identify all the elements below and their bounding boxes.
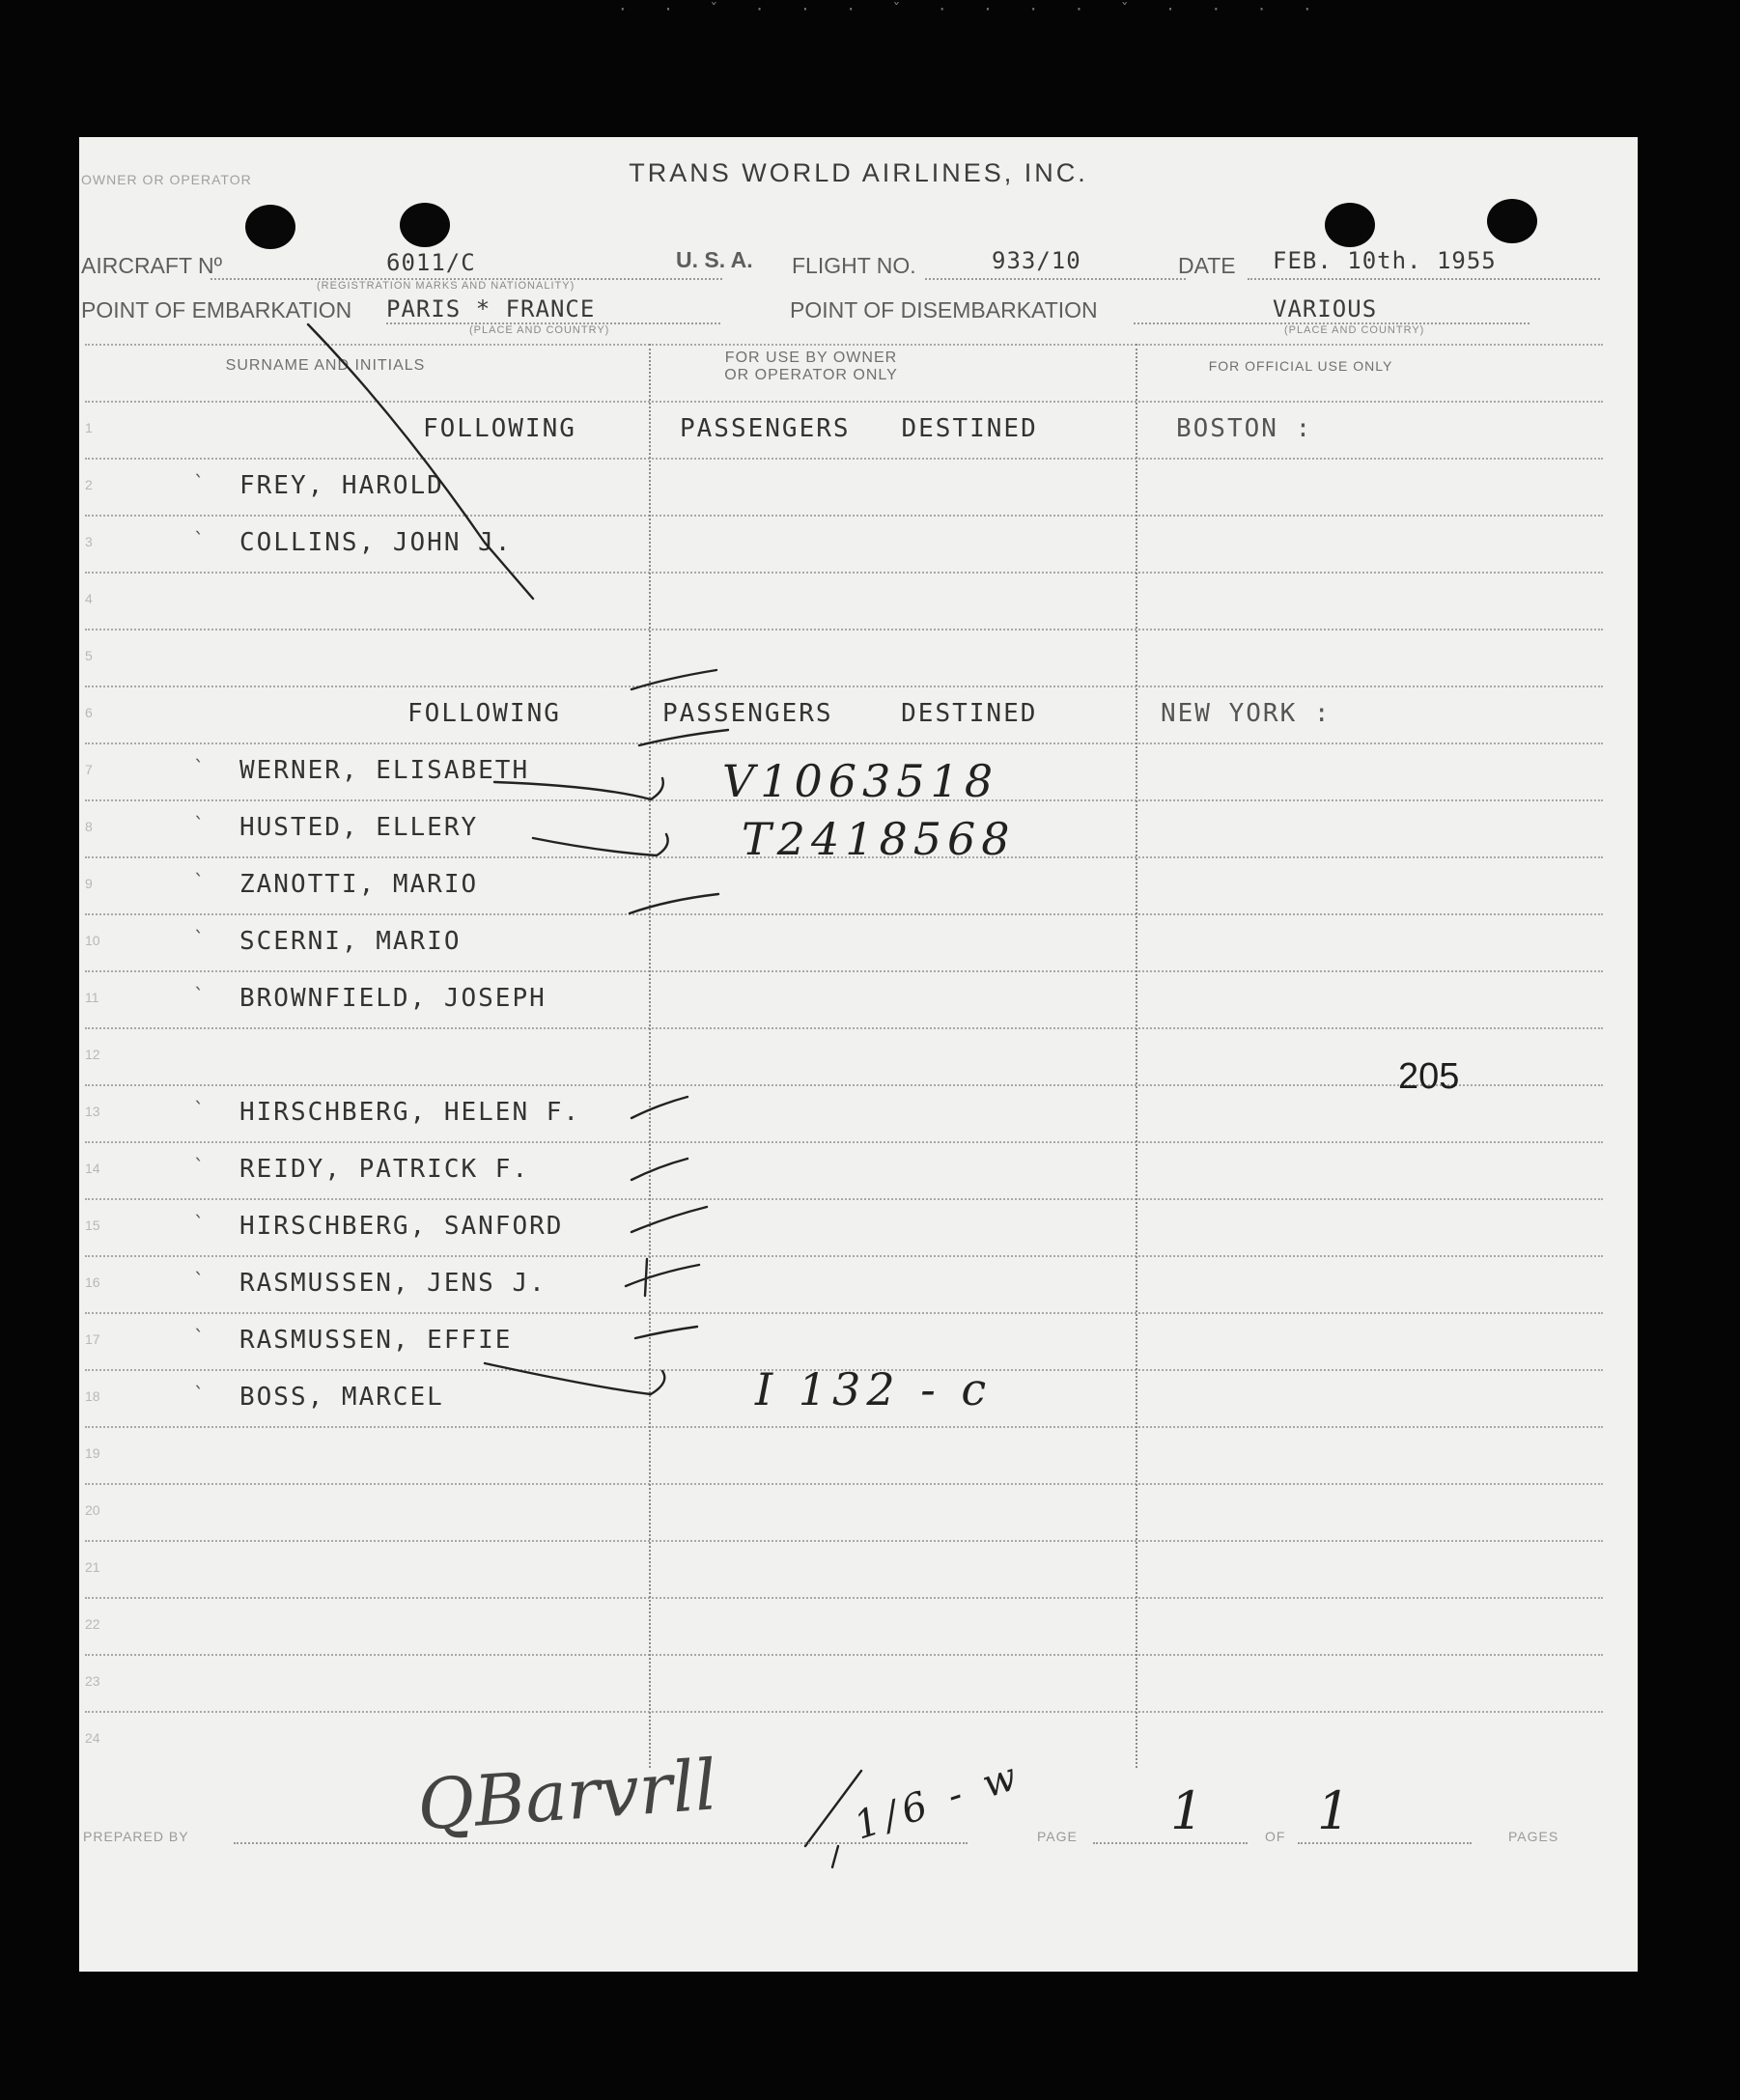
passenger-name: COLLINS, JOHN J. [239, 528, 513, 557]
group-heading: FOLLOWING [407, 699, 561, 728]
row-number: 14 [85, 1161, 100, 1176]
official-use-column-header: FOR OFFICIAL USE ONLY [1208, 358, 1393, 374]
aircraft-value: 6011/C [386, 249, 476, 276]
check-mark-11 [630, 894, 718, 913]
tick-mark: ` [193, 1269, 206, 1292]
check-mark-14 [631, 1159, 688, 1180]
handwritten-date: 1/6 - w [849, 1752, 1028, 1849]
row-number: 20 [85, 1502, 100, 1518]
check-mark-10 [533, 834, 668, 855]
stamp-number: 205 [1398, 1056, 1460, 1097]
row-number: 9 [85, 876, 93, 891]
company-name: TRANS WORLD AIRLINES, INC. [629, 158, 1088, 187]
page-value: 1 [1170, 1780, 1204, 1841]
tick-mark: ` [193, 813, 206, 836]
passenger-name: RASMUSSEN, JENS J. [239, 1269, 547, 1298]
page-underline [1093, 1842, 1248, 1844]
embarkation-value: PARIS * FRANCE [386, 295, 596, 322]
passenger-name: BOSS, MARCEL [239, 1383, 444, 1412]
tick-mark: ` [193, 471, 206, 494]
of-underline [1298, 1842, 1472, 1844]
check-mark-18 [485, 1363, 664, 1394]
tick-mark: ` [193, 528, 206, 551]
of-label: OF [1265, 1829, 1286, 1844]
check-mark-16 [626, 1259, 699, 1296]
row-number: 13 [85, 1104, 100, 1119]
tick-mark: ` [193, 927, 206, 950]
manifest-sheet [79, 137, 1638, 1972]
owner-use-column-header: FOR USE BY OWNER OR OPERATOR ONLY [724, 350, 898, 383]
group-heading: FOLLOWING [423, 414, 576, 443]
passenger-name: FREY, HAROLD [239, 471, 444, 500]
passenger-name: HIRSCHBERG, SANFORD [239, 1212, 564, 1241]
passenger-name: BROWNFIELD, JOSEPH [239, 984, 547, 1013]
row-number: 6 [85, 705, 93, 720]
check-mark-9 [494, 778, 663, 799]
passenger-name: WERNER, ELISABETH [239, 756, 530, 785]
row-number: 12 [85, 1047, 100, 1062]
row-number: 4 [85, 591, 93, 606]
date-label: DATE [1178, 253, 1236, 278]
row-number: 3 [85, 534, 93, 549]
check-mark-7 [631, 670, 716, 689]
row-number: 16 [85, 1274, 100, 1290]
passenger-name: REIDY, PATRICK F. [239, 1155, 530, 1184]
disembarkation-label: POINT OF DISEMBARKATION [790, 297, 1098, 322]
row-number: 7 [85, 762, 93, 777]
row-number: 24 [85, 1730, 100, 1746]
check-mark-17 [635, 1327, 697, 1338]
flight-label: FLIGHT NO. [792, 253, 916, 278]
pen-marks [79, 137, 1638, 1972]
group-heading-mid: PASSENGERS DESTINED [662, 699, 1038, 728]
row-number: 19 [85, 1445, 100, 1461]
tick-mark: ` [193, 1155, 206, 1178]
destination-heading: NEW YORK : [1161, 699, 1332, 728]
passenger-name: ZANOTTI, MARIO [239, 870, 479, 899]
tick-mark: ` [193, 870, 206, 893]
scan-noise: · · ˇ · · · ˇ · · · · ˇ · · · · [618, 0, 1326, 18]
passenger-name: RASMUSSEN, EFFIE [239, 1326, 513, 1355]
prepared-by-underline [234, 1842, 968, 1844]
place-note-2: (PLACE AND COUNTRY) [1284, 324, 1425, 336]
of-value: 1 [1317, 1780, 1351, 1841]
row-number: 10 [85, 933, 100, 948]
handwritten-passport-10: T2418568 [742, 813, 1016, 865]
registration-note: (REGISTRATION MARKS AND NATIONALITY) [317, 280, 575, 292]
row-number: 22 [85, 1616, 100, 1632]
row-number: 2 [85, 477, 93, 492]
row-number: 23 [85, 1673, 100, 1689]
passenger-name: HIRSCHBERG, HELEN F. [239, 1098, 581, 1127]
surname-column-header: SURNAME AND INITIALS [225, 357, 426, 374]
prepared-by-label: PREPARED BY [83, 1829, 189, 1844]
place-note: (PLACE AND COUNTRY) [469, 324, 610, 336]
tick-mark: ` [193, 984, 206, 1007]
handwritten-passport-9: V1063518 [722, 755, 999, 807]
row-number: 8 [85, 819, 93, 834]
tick-mark: ` [193, 1383, 206, 1406]
date-value: FEB. 10th. 1955 [1273, 247, 1497, 274]
row-number: 15 [85, 1218, 100, 1233]
check-mark-13 [631, 1097, 688, 1118]
aircraft-label: AIRCRAFT Nº [81, 253, 222, 278]
row-number: 17 [85, 1331, 100, 1347]
owner-operator-label: OWNER OR OPERATOR [81, 172, 252, 187]
strike-through-mark [308, 324, 533, 599]
row-number: 1 [85, 420, 93, 435]
tick-mark: ` [193, 756, 206, 779]
row-number: 21 [85, 1559, 100, 1575]
row-number: 11 [85, 990, 99, 1005]
passenger-name: SCERNI, MARIO [239, 927, 462, 956]
passenger-name: HUSTED, ELLERY [239, 813, 479, 842]
embarkation-label: POINT OF EMBARKATION [81, 297, 352, 322]
row-number: 18 [85, 1388, 100, 1404]
signature: QBarvrll [414, 1744, 719, 1846]
page-label: PAGE [1037, 1829, 1078, 1844]
handwritten-passport-18: I 132 - c [755, 1363, 993, 1415]
flight-value: 933/10 [992, 247, 1081, 274]
tick-mark: ` [193, 1326, 206, 1349]
tick-mark: ` [193, 1098, 206, 1121]
destination-heading: BOSTON : [1176, 414, 1313, 443]
nationality: U. S. A. [676, 247, 753, 272]
check-mark-8 [639, 730, 728, 745]
group-heading-mid: PASSENGERS DESTINED [680, 414, 1038, 443]
disembarkation-value: VARIOUS [1273, 295, 1378, 322]
row-number: 5 [85, 648, 93, 663]
pages-label: PAGES [1508, 1829, 1559, 1844]
tick-mark: ` [193, 1212, 206, 1235]
check-mark-15 [631, 1207, 707, 1232]
